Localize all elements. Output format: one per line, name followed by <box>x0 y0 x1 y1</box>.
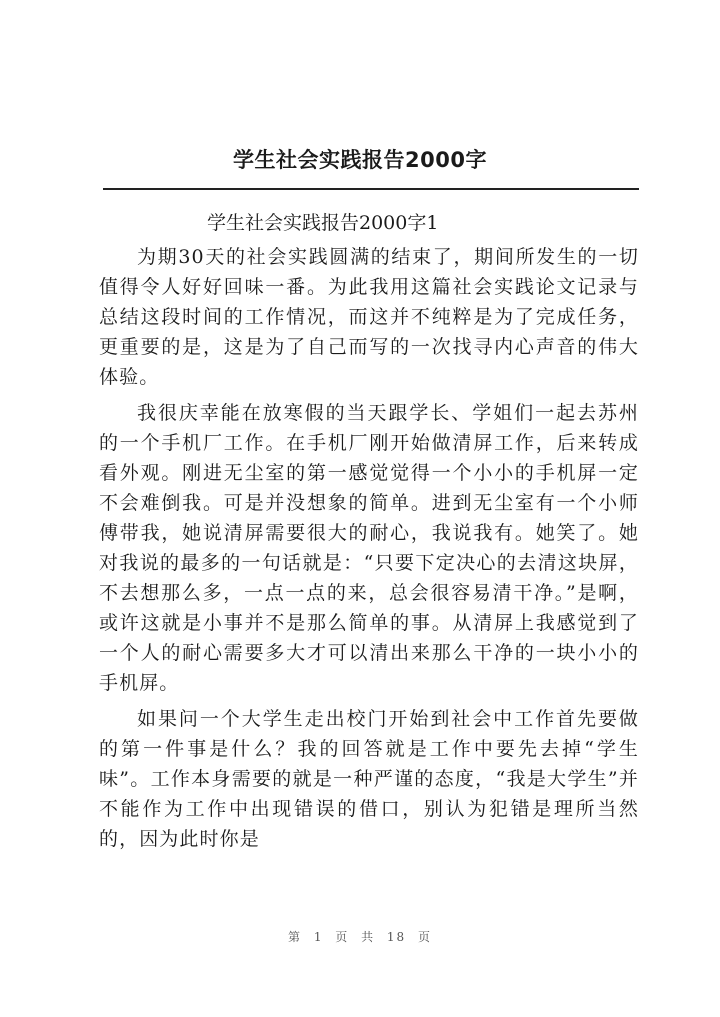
section-subheading: 学生社会实践报告2000字1 <box>207 212 439 234</box>
page-footer: 第 1 页 共 18 页 <box>288 930 432 944</box>
paragraph-2: 我很庆幸能在放寒假的当天跟学长、学姐们一起去苏州的一个手机厂工作。在手机厂刚开始做清屏工作，后来转成看外观。刚进无尘室的第一感觉觉得一个小小的手机屏一定不会难倒我。可是并没想象的简单。进到无尘室有一个小师傅带我，她说清屏需要很大的耐心，我说我有。她笑了。她对我说的最多的一句话就是：“只要下定决心的去清这块屏，不去想那么多，一点一点的来，总会很容易清干净。”是啊，或许这就是小事并不是那么简单的事。从清屏上我感觉到了一个人的耐心需要多大才可以清出来那么干净的一块小小的手机屏。 <box>99 402 639 694</box>
paragraph-1: 为期30天的社会实践圆满的结束了，期间所发生的一切值得令人好好回味一番。为此我用这篇社会实践论文记录与总结这段时间的工作情况，而这并不纯粹是为了完成任务，更重要的是，这是为了自己而写的一次找寻内心声音的伟大体验。 <box>99 246 639 388</box>
document-title: 学生社会实践报告2000字 <box>233 148 487 172</box>
paragraph-3: 如果问一个大学生走出校门开始到社会中工作首先要做的第一件事是什么？我的回答就是工作中要先去掉“学生味”。工作本身需要的就是一种严谨的态度，“我是大学生”并不能作为工作中出现错误的借口，别认为犯错是理所当然的，因为此时你是 <box>99 708 639 850</box>
document-body <box>99 207 639 860</box>
title-divider <box>103 188 639 190</box>
